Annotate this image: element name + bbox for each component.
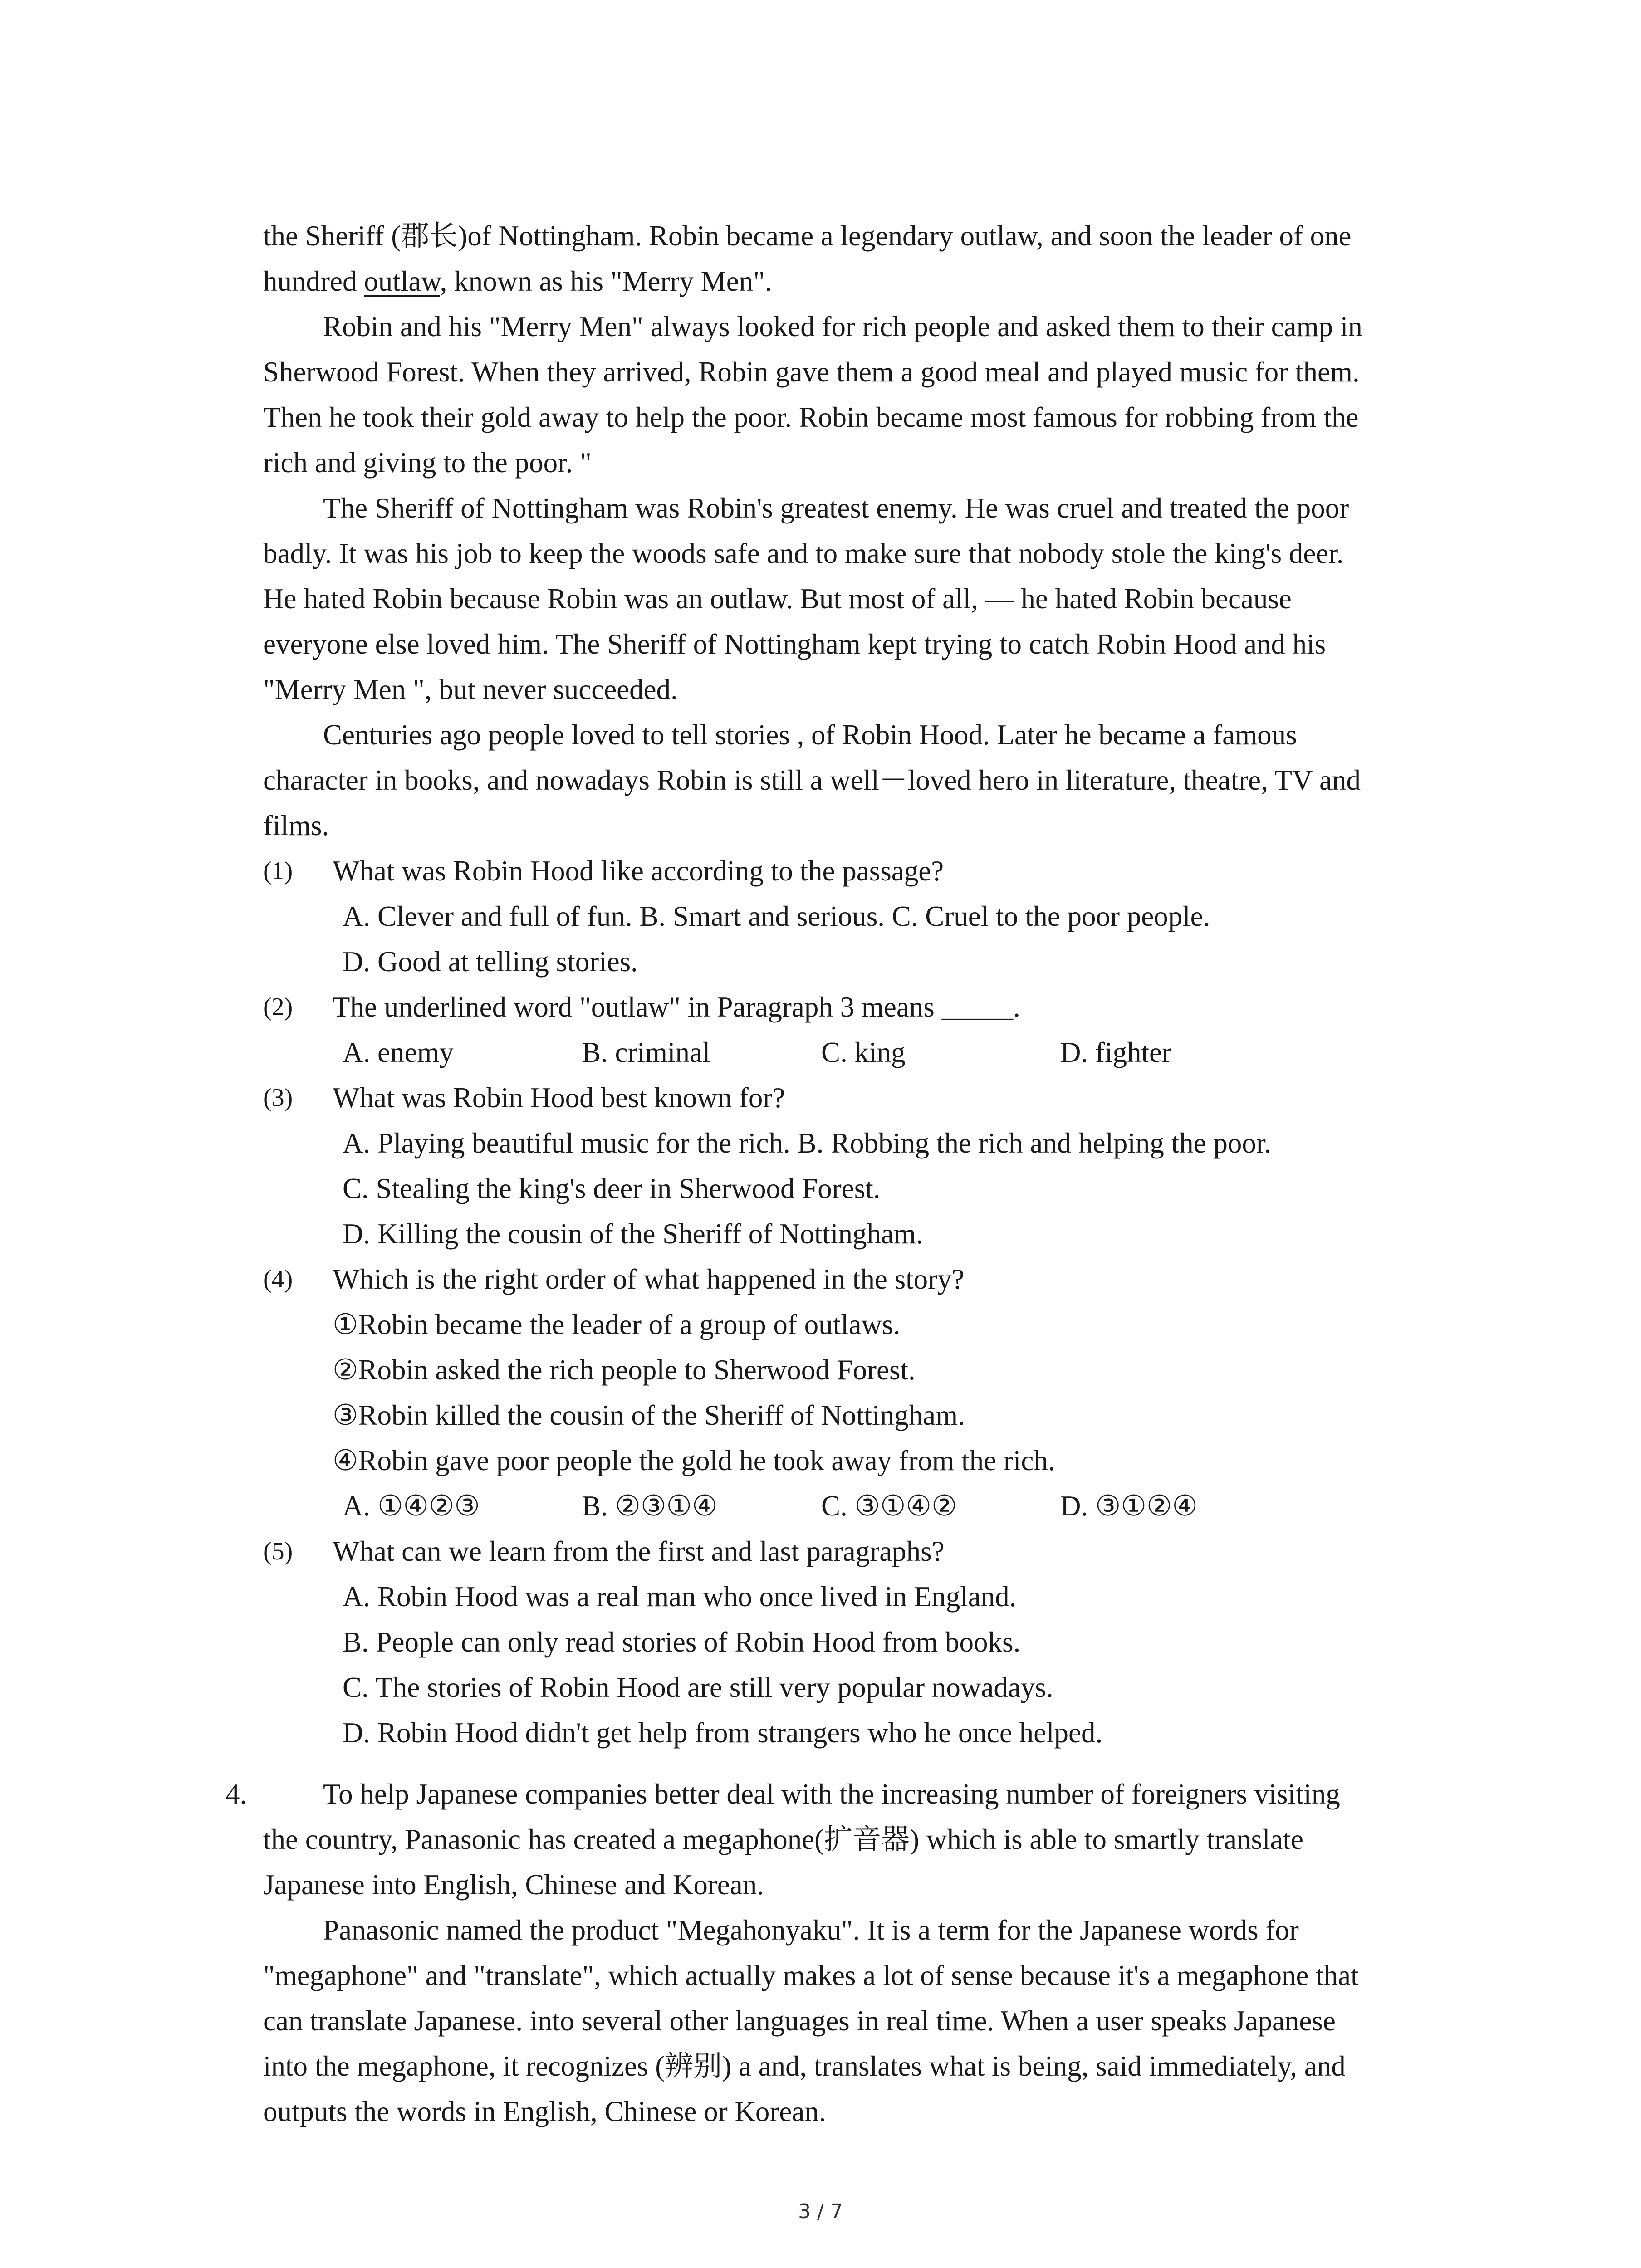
answer-options: A. Clever and full of fun. B. Smart and serious. C. Cruel to the poor people.	[343, 900, 1210, 932]
passage-line: To help Japanese companies better deal with the increasing number of foreigners visiting	[323, 1778, 1340, 1810]
answer-option-d: D. fighter	[1060, 1036, 1171, 1068]
passage-line: Centuries ago people loved to tell stories , of Robin Hood. Later he became a famous	[323, 719, 1297, 751]
question-number: (3)	[263, 1084, 293, 1112]
answer-option-b: B. People can only read stories of Robin Hood from books.	[343, 1626, 1021, 1658]
answer-option-a: A. ①④②③	[343, 1490, 480, 1522]
passage-line: outputs the words in English, Chinese or Korean.	[263, 2096, 826, 2127]
page-number: 3 / 7	[798, 2200, 843, 2223]
answer-option-c: C. ③①④②	[821, 1490, 957, 1522]
underlined-word: outlaw	[364, 265, 440, 297]
passage-line: "megaphone" and "translate", which actually makes a lot of sense because it's a megaphone that	[263, 1960, 1359, 1991]
answer-options: A. Playing beautiful music for the rich. B. Robbing the rich and helping the poor.	[343, 1127, 1272, 1159]
question-text: What was Robin Hood best known for?	[333, 1082, 785, 1114]
answer-option-a: A. Robin Hood was a real man who once lived in England.	[343, 1581, 1017, 1613]
question-text: What was Robin Hood like according to the passage?	[333, 855, 944, 887]
passage-line: "Merry Men ", but never succeeded.	[263, 674, 678, 705]
passage-line: Robin and his "Merry Men" always looked for rich people and asked them to their camp in	[323, 311, 1362, 342]
event-item: ②Robin asked the rich people to Sherwood Forest.	[333, 1354, 916, 1386]
answer-option-a: A. enemy	[343, 1036, 454, 1068]
question-number: (4)	[263, 1265, 293, 1293]
answer-option-c: C. king	[821, 1036, 906, 1068]
passage-line: Sherwood Forest. When they arrived, Robin gave them a good meal and played music for them.	[263, 356, 1360, 388]
answer-option-c: C. The stories of Robin Hood are still very popular nowadays.	[343, 1672, 1053, 1703]
answer-option: D. Good at telling stories.	[343, 946, 638, 978]
question-text: What can we learn from the first and last paragraphs?	[333, 1535, 945, 1567]
question-text: Which is the right order of what happened in the story?	[333, 1263, 965, 1295]
answer-option-d: D. Robin Hood didn't get help from strangers who he once helped.	[343, 1717, 1103, 1749]
event-item: ④Robin gave poor people the gold he took away from the rich.	[333, 1445, 1055, 1476]
answer-option: D. Killing the cousin of the Sheriff of Nottingham.	[343, 1218, 923, 1250]
passage-line: the country, Panasonic has created a megaphone(扩音器) which is able to smartly translate	[263, 1823, 1303, 1855]
passage-line: character in books, and nowadays Robin is still a well－loved hero in literature, theatre, TV and	[263, 764, 1361, 796]
answer-option-b: B. criminal	[582, 1036, 710, 1068]
passage-line: into the megaphone, it recognizes (辨别) a and, translates what is being, said immediately, and	[263, 2050, 1346, 2082]
passage-line: The Sheriff of Nottingham was Robin's greatest enemy. He was cruel and treated the poor	[323, 492, 1349, 524]
question-number: 4.	[225, 1778, 247, 1810]
passage-line: Then he took their gold away to help the poor. Robin became most famous for robbing from the	[263, 401, 1359, 433]
passage-line: hundred outlaw, known as his "Merry Men".	[263, 265, 772, 297]
passage-line: films.	[263, 810, 329, 841]
question-number: (5)	[263, 1537, 293, 1565]
event-item: ③Robin killed the cousin of the Sheriff of Nottingham.	[333, 1399, 965, 1431]
answer-option: C. Stealing the king's deer in Sherwood Forest.	[343, 1173, 881, 1204]
passage-line: badly. It was his job to keep the woods safe and to make sure that nobody stole the king's deer.	[263, 538, 1344, 569]
passage-line: the Sheriff (郡长)of Nottingham. Robin became a legendary outlaw, and soon the leader of one	[263, 220, 1352, 252]
passage-line: He hated Robin because Robin was an outlaw. But most of all, — he hated Robin because	[263, 583, 1292, 615]
passage-line: everyone else loved him. The Sheriff of Nottingham kept trying to catch Robin Hood and his	[263, 628, 1326, 660]
question-number: (1)	[263, 857, 293, 885]
question-number: (2)	[263, 993, 293, 1021]
answer-option-d: D. ③①②④	[1060, 1490, 1198, 1522]
passage-line: Panasonic named the product "Megahonyaku". It is a term for the Japanese words for	[323, 1914, 1299, 1946]
question-text: The underlined word "outlaw" in Paragraph 3 means _____.	[333, 991, 1020, 1023]
event-item: ①Robin became the leader of a group of outlaws.	[333, 1309, 901, 1340]
answer-option-b: B. ②③①④	[582, 1490, 718, 1522]
passage-line: can translate Japanese. into several other languages in real time. When a user speaks Japanese	[263, 2005, 1336, 2037]
passage-line: Japanese into English, Chinese and Korean.	[263, 1869, 764, 1901]
passage-line: rich and giving to the poor. "	[263, 447, 592, 479]
